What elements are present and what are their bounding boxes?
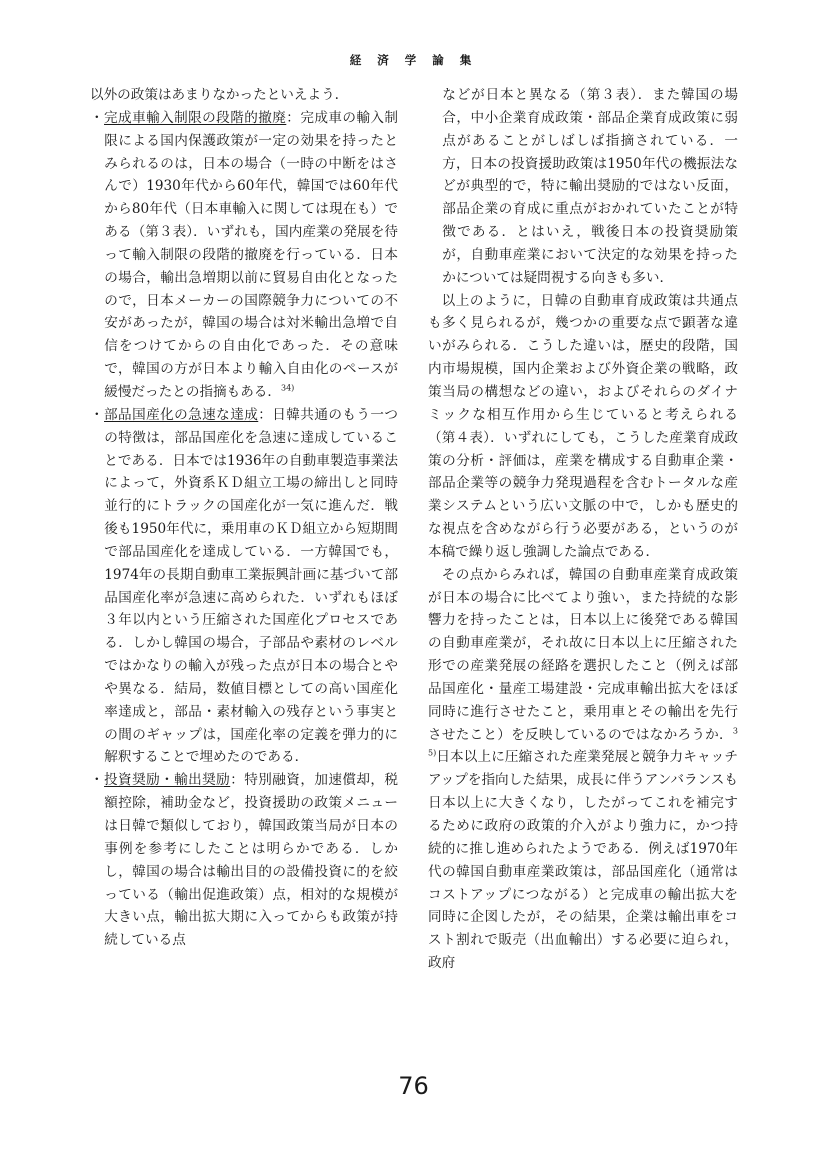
bullet-mark: ・ <box>90 406 105 423</box>
bullet-body: ：完成車の輸入制限による国内保護政策が一定の効果を持ったとみられるのは，日本の場合（一時の中断をはさんで）1930年代から60年代，韓国では60年代から80年代（日本車輸入に関しては現在も）である（第３表）．いずれも，国内産業の発展を待って輸入制限の段階的撤廃を行っている．日本の場合，輸出急増期以前に貿易自由化となったので，日本メーカーの国際競争力についての不安があったが，韓国の場合は対米輸出急増で自信をつけてからの自由化であった．その意味で，韓国の方が日本より輸入自由化のペースが緩慢だったとの指摘もある． <box>104 109 399 400</box>
left-intro: 以外の政策はあまりなかったといえよう. <box>90 87 340 103</box>
bullet-investment-export <box>90 769 398 952</box>
paragraph-comparison: 以上のように，日韓の自動車育成政策は共通点も多く見られるが，幾つかの重要な点で顕著な違いがみられる．こうした違いは，歴史的段階，国内市場規模，国内企業および外資企業の戦略，政策当局の構想などの違い，およびそれらのダイナミックな相互作用から生じていると考えられる（第４表）．いずれにしても，こうした産業育成政策の分析・評価は，産業を構成する自動車企業・部品企業等の競争力発現過程を含むトータルな産業システムという広い文脈の中で，しかも歴史的な視点を含めながら行う必要がある，というのが本稿で繰り返し強調した論点である． <box>428 292 738 560</box>
left-column <box>90 84 398 952</box>
bullet-body: ：特別融資，加速償却，税額控除，補助金など，投資援助の政策メニューは日韓で類似しており，韓国政策当局が日本の事例を参考にしたことは明らかである．しかし，韓国の場合は輸出目的の設備投資に的を絞っている（輸出促進政策）点，相対的な規模が大きい点，輸出拡大期に入ってからも政策が持続している点 <box>104 772 399 949</box>
paragraph-text: その点からみれば，韓国の自動車産業育成政策が日本の場合に比べてより強い，また持続的な影響力を持ったことは，日本以上に後発である韓国の自動車産業が，それ故に日本以上に圧縮された形での産業発展の経路を選択したこと（例えば部品国産化・量産工場建設・完成車輸出拡大をほぼ同時に進行させたこと，乗用車とその輸出を先行させたこと）を反映しているのではなかろうか． <box>428 566 738 743</box>
journal-title: 経 済 学 論 集 <box>349 53 478 67</box>
page-number: 76 <box>398 1072 429 1100</box>
paragraph-text: 日本以上に圧縮された産業発展と競争力キャッチアップを指向した結果，成長に伴うアンバランスも日本以上に大きくなり，したがってこれを補完するために政府の政策的介入がより強力に，かつ持続的に推し進められたようである．例えば1970年代の韓国自動車産業政策は，部品国産化（通常はコストアップにつながる）と完成車の輸出拡大を同時に企図したが，その結果，企業は輸出車をコスト割れで販売（出血輸出）する必要に迫られ，政府 <box>428 749 738 972</box>
bullet-body: ：日韓共通のもう一つの特徴は，部品国産化を急速に達成していることである．日本では1936年の自動車製造事業法によって，外資系ＫＤ組立工場の締出しと同時並行的にトラックの国産化が一気に進んだ．戦後も1950年代に，乗用車のＫＤ組立から短期間で部品国産化を達成している．一方韓国でも，1974年の長期自動車工業振興計画に基づいて部品国産化率が急速に高められた．いずれもほぼ３年以内という圧縮された国産化プロセスである．しかし韓国の場合，子部品や素材のレベルではかなりの輸入が残った点が日本の場合とやや異なる．結局，数値目標としての高い国産化率達成と，部品・素材輸入の残存という事実との間のギャップは，国産化率の定義を弾力的に解釈することで埋めたのである． <box>104 406 399 766</box>
bullet-heading: 投資奨励・輸出奨励 <box>104 772 231 789</box>
footnote-ref: 35) <box>428 726 738 758</box>
bullet-heading: 完成車輸入制限の段階的撤廃 <box>104 109 287 126</box>
bullet-import-restriction <box>90 107 398 404</box>
bullet-parts-localization <box>90 404 398 770</box>
bullet-mark: ・ <box>90 109 105 126</box>
bullet-heading: 部品国産化の急速な達成 <box>104 406 259 423</box>
right-continuation: などが日本と異なる（第３表）．また韓国の場合，中小企業育成政策・部品企業育成政策に弱点があることがしばしば指摘されている．一方，日本の投資援助政策は1950年代の機振法などが典型的で，特に輸出奨励的ではない反面，部品企業の育成に重点がおかれていたことが特徴である．とはいえ，戦後日本の投資奨励策が，自動車産業において決定的な効果を持ったかについては疑問視する向きも多い． <box>442 87 738 286</box>
footnote-ref: 34) <box>280 383 295 393</box>
right-column <box>428 84 738 975</box>
paragraph-korea-policy <box>428 564 738 975</box>
bullet-mark: ・ <box>90 772 105 789</box>
